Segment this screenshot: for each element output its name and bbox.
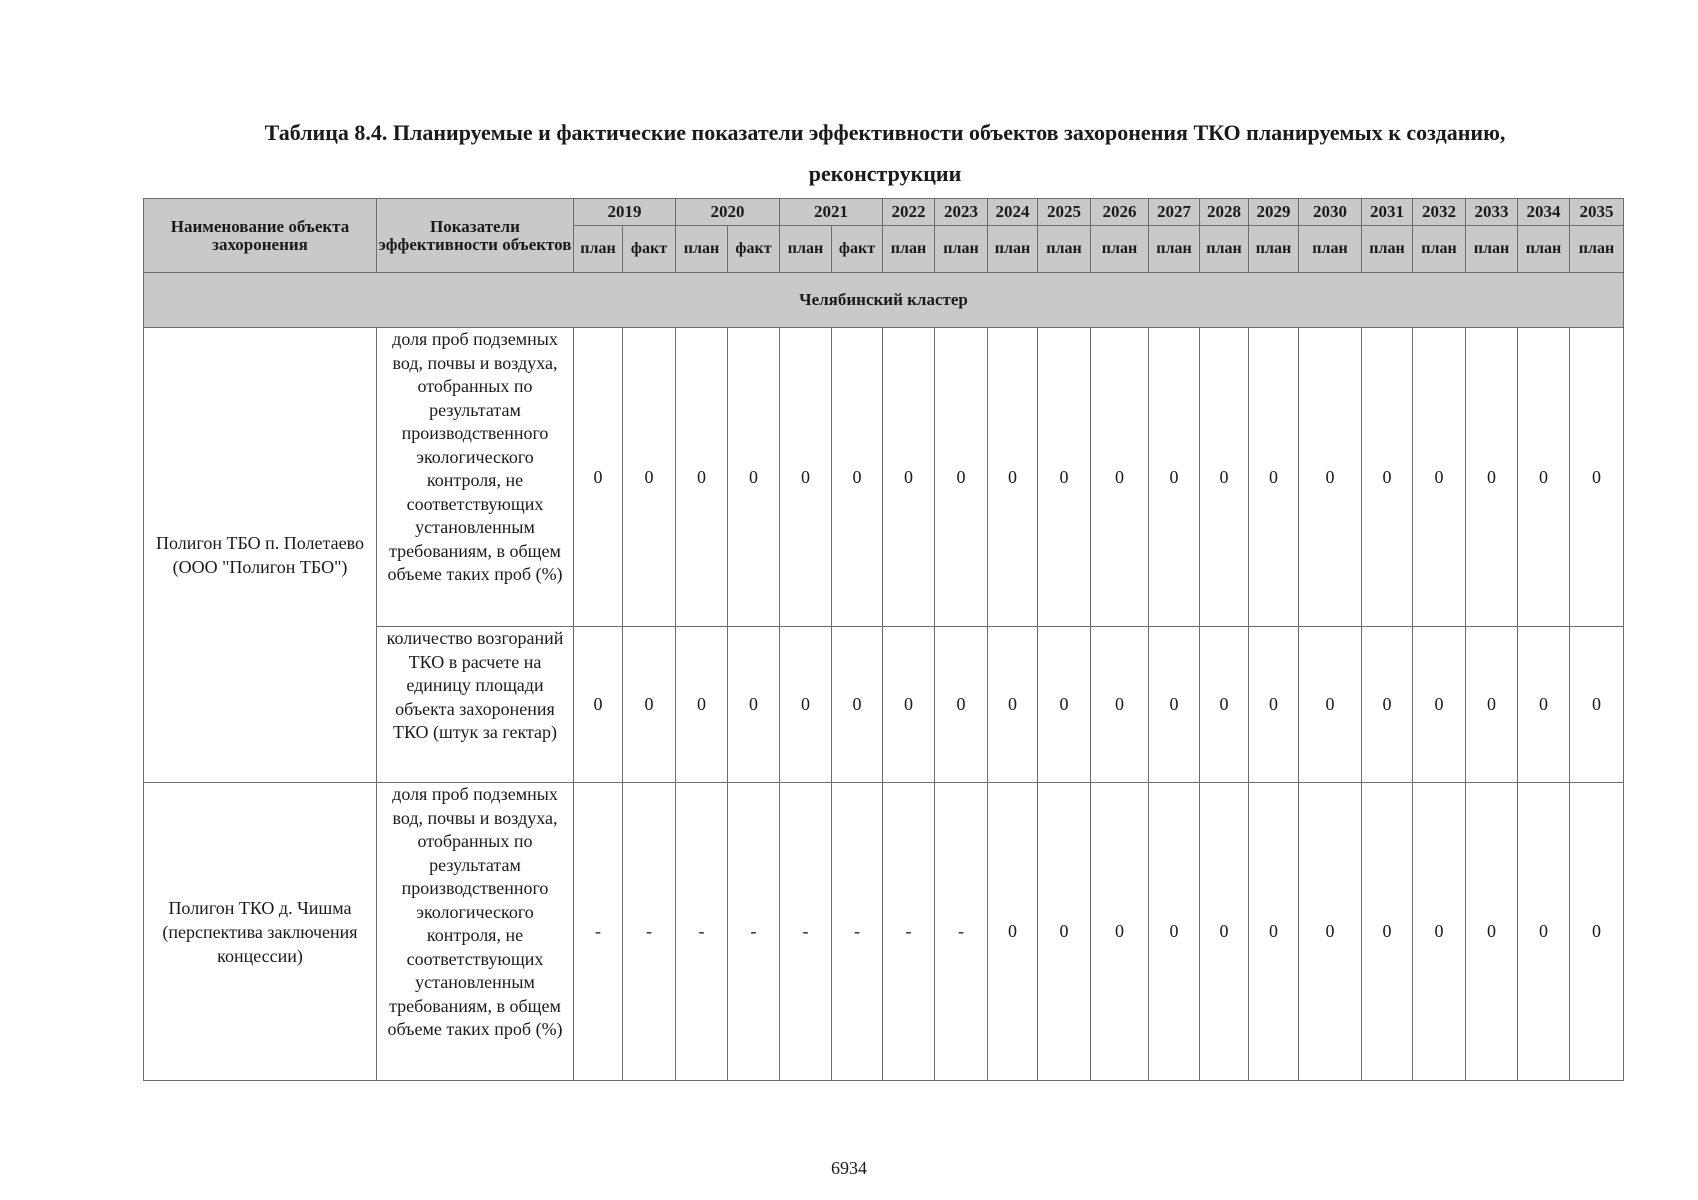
object-name: Полигон ТБО п. Полетаево (ООО "Полигон ТБО") bbox=[144, 328, 377, 783]
value-cell: 0 bbox=[574, 627, 623, 783]
header-year: 2035 bbox=[1570, 199, 1624, 226]
header-year: 2030 bbox=[1299, 199, 1362, 226]
value-cell: 0 bbox=[1149, 783, 1200, 1081]
value-cell: 0 bbox=[1038, 783, 1091, 1081]
header-plan: план bbox=[1413, 226, 1466, 273]
value-cell: - bbox=[623, 783, 676, 1081]
value-cell: 0 bbox=[1570, 328, 1624, 627]
value-cell: 0 bbox=[574, 328, 623, 627]
header-plan: план bbox=[1362, 226, 1413, 273]
efficiency-table bbox=[143, 198, 1624, 1081]
header-plan: план bbox=[780, 226, 832, 273]
header-year: 2033 bbox=[1466, 199, 1518, 226]
value-cell: 0 bbox=[832, 328, 883, 627]
value-cell: 0 bbox=[1570, 627, 1624, 783]
year-header-row bbox=[144, 199, 1624, 226]
value-cell: 0 bbox=[1249, 783, 1299, 1081]
value-cell: 0 bbox=[1149, 627, 1200, 783]
indicator-name: количество возгораний ТКО в расчете на единицу площади объекта захоронения ТКО (штук за гектар) bbox=[377, 627, 574, 783]
header-year: 2028 bbox=[1200, 199, 1249, 226]
value-cell: - bbox=[676, 783, 728, 1081]
value-cell: - bbox=[780, 783, 832, 1081]
header-fact: факт bbox=[623, 226, 676, 273]
header-indicators: Показатели эффективности объектов bbox=[377, 199, 574, 273]
header-plan: план bbox=[883, 226, 935, 273]
value-cell: 0 bbox=[1413, 783, 1466, 1081]
header-fact: факт bbox=[832, 226, 883, 273]
header-plan: план bbox=[1249, 226, 1299, 273]
value-cell: 0 bbox=[1091, 783, 1149, 1081]
header-plan: план bbox=[1466, 226, 1518, 273]
value-cell: 0 bbox=[1299, 783, 1362, 1081]
value-cell: - bbox=[832, 783, 883, 1081]
header-plan: план bbox=[574, 226, 623, 273]
header-year: 2034 bbox=[1518, 199, 1570, 226]
value-cell: 0 bbox=[1362, 627, 1413, 783]
value-cell: 0 bbox=[1249, 328, 1299, 627]
header-plan: план bbox=[1570, 226, 1624, 273]
indicator-name: доля проб подземных вод, почвы и воздуха, отобранных по результатам производственного экологического контроля, не соответствующих установленным требованиям, в общем объеме таких проб (%) bbox=[377, 328, 574, 627]
value-cell: 0 bbox=[1413, 328, 1466, 627]
header-fact: факт bbox=[728, 226, 780, 273]
value-cell: 0 bbox=[1466, 627, 1518, 783]
header-plan: план bbox=[1149, 226, 1200, 273]
value-cell: 0 bbox=[1466, 783, 1518, 1081]
value-cell: 0 bbox=[780, 627, 832, 783]
table-caption bbox=[140, 112, 1630, 194]
value-cell: 0 bbox=[883, 627, 935, 783]
value-cell: 0 bbox=[1299, 627, 1362, 783]
caption-line-1: Таблица 8.4. Планируемые и фактические показатели эффективности объектов захоронения ТКО планируемых к созданию, bbox=[264, 120, 1506, 145]
header-plan: план bbox=[1038, 226, 1091, 273]
value-cell: 0 bbox=[1091, 328, 1149, 627]
value-cell: 0 bbox=[1200, 627, 1249, 783]
value-cell: 0 bbox=[988, 328, 1038, 627]
header-year: 2023 bbox=[935, 199, 988, 226]
value-cell: 0 bbox=[1362, 328, 1413, 627]
header-year: 2019 bbox=[574, 199, 676, 226]
value-cell: 0 bbox=[676, 627, 728, 783]
header-year: 2021 bbox=[780, 199, 883, 226]
value-cell: 0 bbox=[1091, 627, 1149, 783]
value-cell: 0 bbox=[1518, 328, 1570, 627]
indicator-name: доля проб подземных вод, почвы и воздуха, отобранных по результатам производственного экологического контроля, не соответствующих установленным требованиям, в общем объеме таких проб (%) bbox=[377, 783, 574, 1081]
header-year: 2025 bbox=[1038, 199, 1091, 226]
value-cell: 0 bbox=[832, 627, 883, 783]
value-cell: 0 bbox=[623, 627, 676, 783]
header-year: 2022 bbox=[883, 199, 935, 226]
value-cell: 0 bbox=[623, 328, 676, 627]
value-cell: 0 bbox=[1570, 783, 1624, 1081]
header-year: 2024 bbox=[988, 199, 1038, 226]
header-plan: план bbox=[1200, 226, 1249, 273]
value-cell: 0 bbox=[1200, 328, 1249, 627]
header-plan: план bbox=[935, 226, 988, 273]
value-cell: 0 bbox=[1249, 627, 1299, 783]
header-year: 2026 bbox=[1091, 199, 1149, 226]
value-cell: 0 bbox=[728, 328, 780, 627]
value-cell: 0 bbox=[1518, 627, 1570, 783]
value-cell: 0 bbox=[728, 627, 780, 783]
value-cell: 0 bbox=[935, 328, 988, 627]
value-cell: 0 bbox=[883, 328, 935, 627]
header-year: 2032 bbox=[1413, 199, 1466, 226]
header-plan: план bbox=[1091, 226, 1149, 273]
value-cell: 0 bbox=[1413, 627, 1466, 783]
value-cell: 0 bbox=[1038, 328, 1091, 627]
cluster-name: Челябинский кластер bbox=[144, 273, 1624, 328]
value-cell: - bbox=[883, 783, 935, 1081]
value-cell: - bbox=[574, 783, 623, 1081]
header-year: 2027 bbox=[1149, 199, 1200, 226]
value-cell: 0 bbox=[1038, 627, 1091, 783]
value-cell: 0 bbox=[780, 328, 832, 627]
header-plan: план bbox=[676, 226, 728, 273]
header-year: 2031 bbox=[1362, 199, 1413, 226]
object-name: Полигон ТКО д. Чишма (перспектива заключения концессии) bbox=[144, 783, 377, 1081]
table-row bbox=[144, 783, 1624, 1081]
value-cell: 0 bbox=[935, 627, 988, 783]
header-object-name: Наименование объекта захоронения bbox=[144, 199, 377, 273]
value-cell: 0 bbox=[1149, 328, 1200, 627]
header-year: 2029 bbox=[1249, 199, 1299, 226]
value-cell: 0 bbox=[1299, 328, 1362, 627]
header-plan: план bbox=[1299, 226, 1362, 273]
table-row bbox=[144, 328, 1624, 627]
caption-line-2: реконструкции bbox=[808, 161, 962, 186]
table-body bbox=[144, 273, 1624, 1081]
cluster-row bbox=[144, 273, 1624, 328]
value-cell: 0 bbox=[1362, 783, 1413, 1081]
value-cell: - bbox=[728, 783, 780, 1081]
value-cell: 0 bbox=[1518, 783, 1570, 1081]
page-number: 6934 bbox=[831, 1158, 867, 1178]
header-plan: план bbox=[1518, 226, 1570, 273]
value-cell: 0 bbox=[1200, 783, 1249, 1081]
value-cell: 0 bbox=[676, 328, 728, 627]
value-cell: 0 bbox=[1466, 328, 1518, 627]
value-cell: 0 bbox=[988, 627, 1038, 783]
value-cell: 0 bbox=[988, 783, 1038, 1081]
header-plan: план bbox=[988, 226, 1038, 273]
header-year: 2020 bbox=[676, 199, 780, 226]
value-cell: - bbox=[935, 783, 988, 1081]
